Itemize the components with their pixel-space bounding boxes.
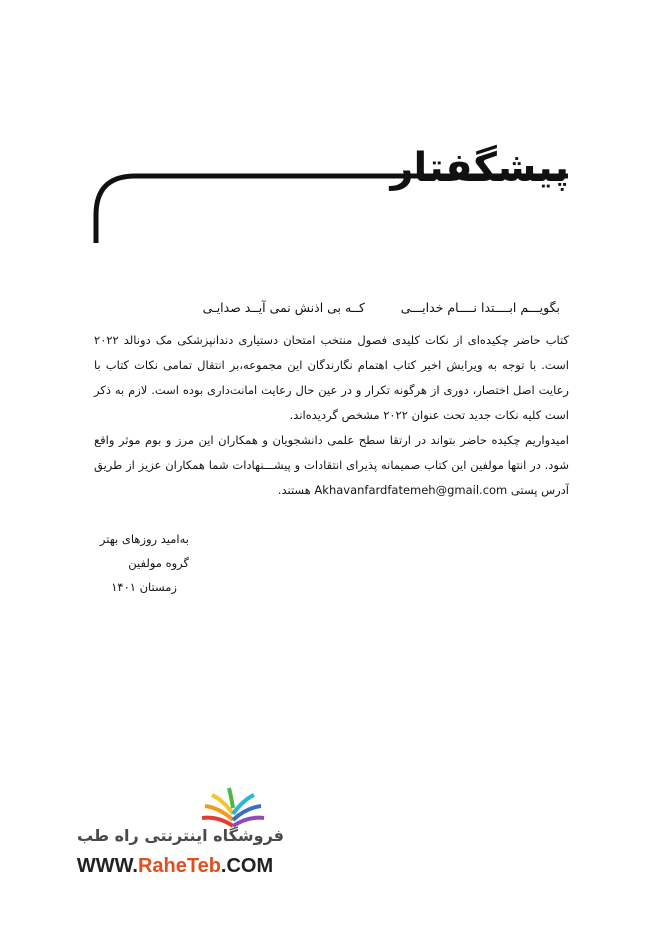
poem-hemistich-2: کــه بی اذنش نمی آیــد صدایـی <box>202 300 365 315</box>
signoff-wish: به‌امید روزهای بهتر <box>99 532 189 546</box>
preface-paragraph-1: کتاب حاضر چکیده‌ای از نکات کلیدی فصول منتخب امتحان دستیاری دندانپزشکی مک دونالد ۲۰۲۲ است. با توجه به ویرایش اخیر کتاب اهتمام نگارندگان این مجموعه،بر انتقال تمامی نکات کتاب با رعایت اصل اختصار، دوری از هرگونه تکرار و در عین حال رعایت امانت‌داری بوده است. لازم به ذکر است کلیه نکات جدید تحت عنوان ۲۰۲۲ مشخص گردیده‌اند. <box>94 333 569 422</box>
poem-hemistich-1: بگویـــم ابــــتدا نــــام خدایـــی <box>400 300 560 315</box>
store-url[interactable] <box>55 855 295 878</box>
store-url-suffix: .COM <box>220 855 274 877</box>
store-name: فروشگاه اینترنتی راه طب <box>77 826 284 845</box>
signoff-block <box>100 527 189 599</box>
page-title: پیشگفتار <box>390 144 569 191</box>
preface-paragraph-2-text: امیدواریم چکیده حاضر بتواند در ارتقا سطح علمی دانشجویان و همکاران این مرز و بوم موثر واقع شود. در انتها مولفین این کتاب صمیمانه پذیرای انتقادات و پیشـــنهادات شما همکاران عزیز از طریق آدرس پستی <box>94 433 569 497</box>
preface-paragraph-2-end: هستند. <box>277 483 311 497</box>
signoff-season: زمستان ۱۴۰۱ <box>111 580 177 594</box>
store-url-prefix: WWW. <box>76 855 138 877</box>
preface-paragraph-2 <box>94 428 569 503</box>
contact-email: Akhavanfardfatemeh@gmail.com <box>314 483 508 497</box>
store-url-brand: RaheTeb <box>137 855 221 877</box>
preface-body <box>94 328 569 503</box>
signoff-authors: گروه مولفین <box>128 556 189 570</box>
title-frame-line <box>0 0 661 260</box>
opening-poem <box>100 300 560 324</box>
